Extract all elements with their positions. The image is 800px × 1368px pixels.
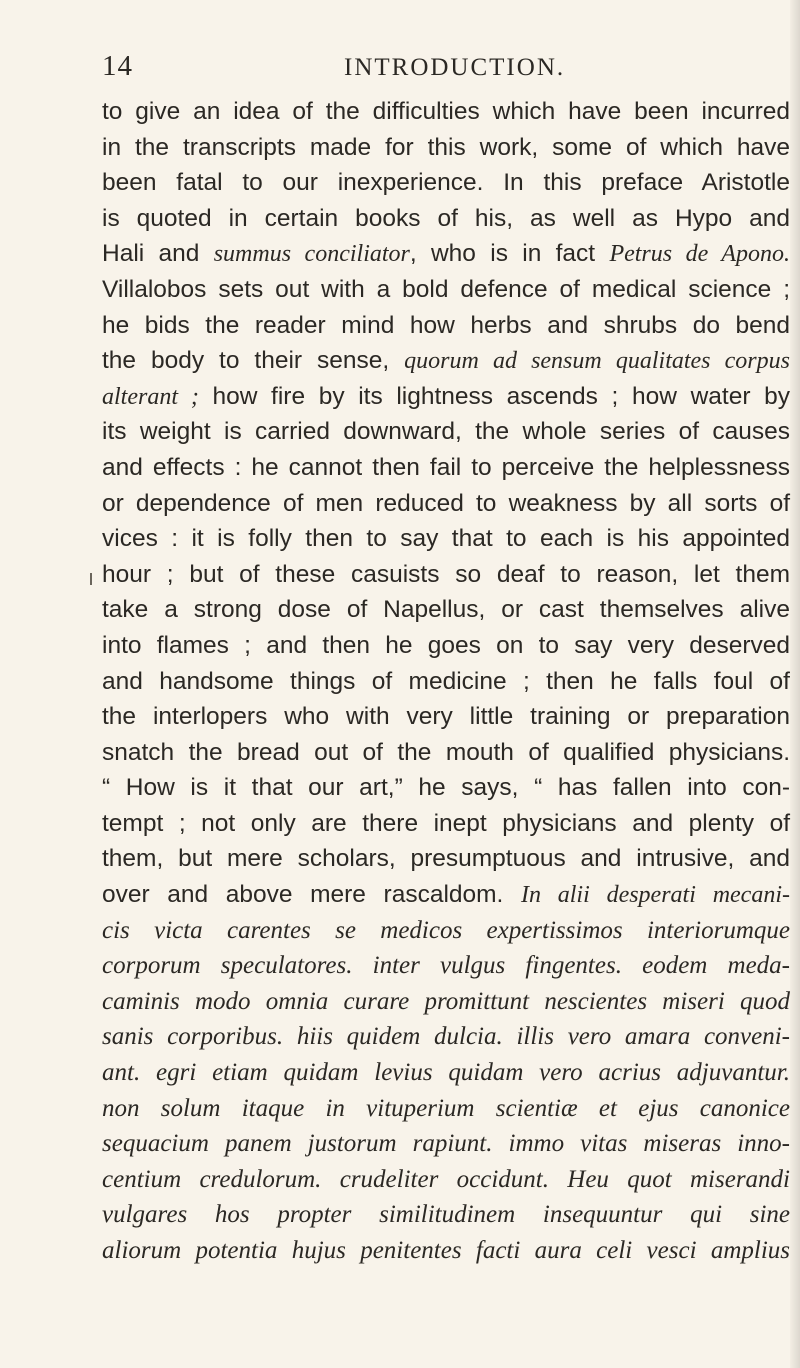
text-line: take a strong dose of Napellus, or cast themselves alive bbox=[102, 596, 790, 624]
latin-quote-line: vulgares hos propter similitudinem insequuntur qui sine bbox=[102, 1201, 790, 1229]
text-line: he bids the reader mind how herbs and shrubs do bend bbox=[102, 311, 790, 339]
text-line: is quoted in certain books of his, as well as Hypo and bbox=[102, 204, 790, 232]
text-line: Villalobos sets out with a bold defence of medical science ; bbox=[102, 275, 790, 303]
text-line: “ How is it that our art,” he says, “ has fallen into con- bbox=[102, 774, 790, 802]
latin-quote-line: caminis modo omnia curare promittunt nescientes miseri quod bbox=[102, 987, 790, 1015]
text-line: and handsome things of medicine ; then he falls foul of bbox=[102, 667, 790, 695]
text-line: to give an idea of the difficulties which have been incurred bbox=[102, 98, 790, 125]
text-line: been fatal to our inexperience. In this preface Aristotle bbox=[102, 169, 790, 197]
latin-quote-line: aliorum potentia hujus penitentes facti aura celi vesci amplius bbox=[102, 1237, 790, 1264]
text-line: over and above mere rascaldom. In alii desperati mecani- bbox=[102, 881, 790, 909]
text-line: tempt ; not only are there inept physicians and plenty of bbox=[102, 809, 790, 837]
text-line: into flames ; and then he goes on to say very deserved bbox=[102, 631, 790, 659]
text-line: snatch the bread out of the mouth of qualified physicians. bbox=[102, 738, 790, 766]
latin-quote-line: centium credulorum. crudeliter occidunt. Heu quot miserandi bbox=[102, 1165, 790, 1193]
italic-phrase: alterant ; bbox=[102, 383, 199, 410]
italic-phrase: Petrus de Apono. bbox=[609, 241, 790, 268]
latin-quote-line: sanis corporibus. hiis quidem dulcia. illis vero amara conveni- bbox=[102, 1023, 790, 1051]
text-line: them, but mere scholars, presumptuous and intrusive, and bbox=[102, 845, 790, 873]
running-head: INTRODUCTION. bbox=[344, 54, 566, 81]
latin-quote-line: ant. egri etiam quidam levius quidam vero acrius adjuvantur. bbox=[102, 1059, 790, 1087]
text-line: alterant ; how fire by its lightness ascends ; how water by bbox=[102, 382, 790, 410]
italic-phrase: quorum ad sensum qualitates corpus bbox=[404, 348, 790, 375]
body-text bbox=[102, 94, 790, 1269]
margin-mark bbox=[90, 573, 92, 585]
text-line: or dependence of men reduced to weakness by all sorts of bbox=[102, 489, 790, 517]
text-line: vices : it is folly then to say that to each is his appointed bbox=[102, 525, 790, 553]
text-line: hour ; but of these casuists so deaf to reason, let them bbox=[102, 560, 790, 588]
text-line: Hali and summus conciliator, who is in fact Petrus de Apono. bbox=[102, 240, 790, 268]
latin-quote-line: sequacium panem justorum rapiunt. immo vitas miseras inno- bbox=[102, 1130, 790, 1158]
page-edge-shadow bbox=[790, 0, 800, 1368]
page-number: 14 bbox=[102, 50, 133, 82]
page-header bbox=[102, 50, 722, 90]
text-line: and effects : he cannot then fail to perceive the helplessness bbox=[102, 453, 790, 481]
italic-phrase: summus conciliator bbox=[213, 241, 410, 268]
text-line: the interlopers who with very little training or preparation bbox=[102, 703, 790, 731]
latin-quote-line: cis victa carentes se medicos expertissimos interiorumque bbox=[102, 916, 790, 944]
latin-quote-line: corporum speculatores. inter vulgus fingentes. eodem meda- bbox=[102, 952, 790, 980]
latin-quote-line: non solum itaque in vituperium scientiæ et ejus canonice bbox=[102, 1094, 790, 1122]
text-line: in the transcripts made for this work, some of which have bbox=[102, 133, 790, 161]
text-line: its weight is carried downward, the whole series of causes bbox=[102, 418, 790, 446]
text-line: the body to their sense, quorum ad sensum qualitates corpus bbox=[102, 347, 790, 375]
italic-phrase: In alii desperati mecani- bbox=[520, 882, 790, 909]
